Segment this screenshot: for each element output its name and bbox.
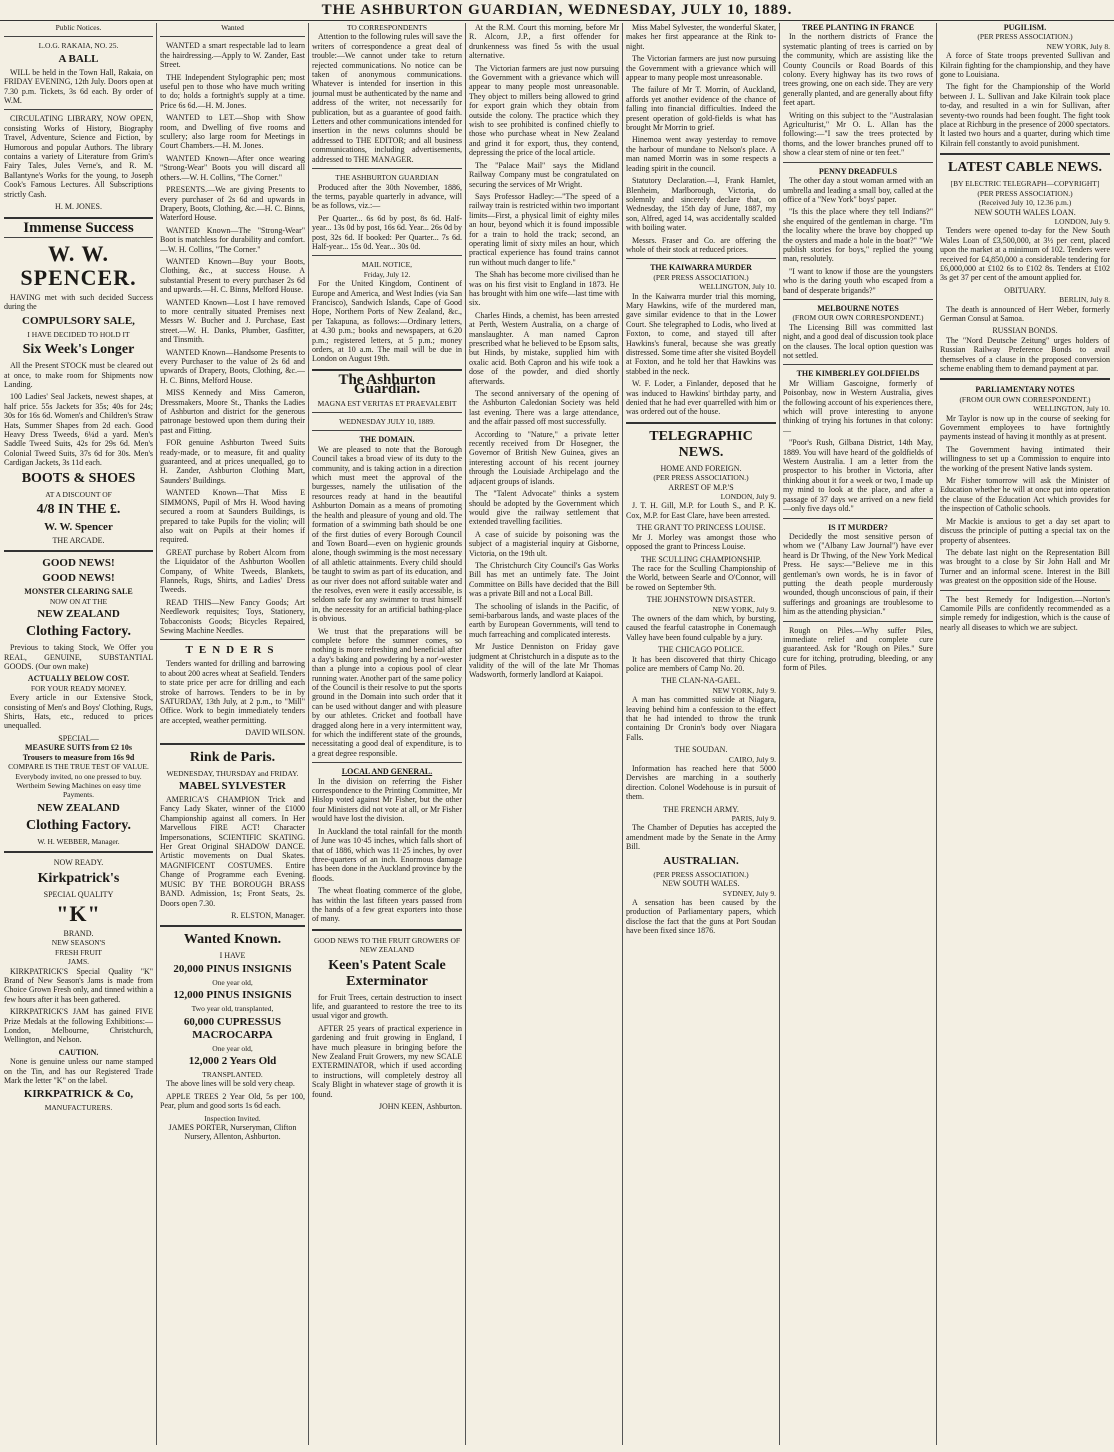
masthead-title: THE ASHBURTON GUARDIAN, WEDNESDAY, JULY 10, 1889. — [321, 2, 793, 18]
nz-heading: NEW ZEALAND — [37, 608, 120, 621]
wanted-ad: WANTED Known—That Miss E SIMMONS, Pupil of Mrs H. Wood having secured a room at Saunders Buildings, is prepared to take Pupils for the violin; will also wait on Pupils at their homes if required. — [160, 488, 305, 545]
wanted-ad: MISS Kennedy and Miss Cameron, Dressmakers, Moore St., Thanks the Ladies of Ashburton and district for the generous patronage bestowed upon them during their past and Fitting. — [160, 388, 305, 435]
received-time: (Received July 10, 12.36 p.m.) — [978, 198, 1072, 208]
penny-text: The other day a stout woman armed with an umbrella and leading a small boy, called at the office of a "New York" boys' paper. — [783, 176, 933, 204]
subscription-terms: Per Quarter... 6s 6d by post, 8s 6d. Half-year... 13s 0d by post, 16s 6d. Year... 26s 0d by post, 32s 6d. If booked: Per Quarter... 7s 6d. Half-year... 15s 0d. Year... 30s 0d. — [312, 213, 462, 251]
keen-signature: JOHN KEEN, Ashburton. — [378, 1102, 462, 1112]
correspondents-text: Attention to the following rules will save the writers of correspondence a great deal of trouble:—We cannot under take to return rejected communications. No notice can be taken of anonymous communications. Whatever is intended for insertion in this journal must be authenticated by the name and address of the writer, not necessarily for publication, but as a guarantee of good faith. Letters and other communications intended for insertion in the news columns should be addressed to THE EDITOR; and all business communications, including advertisements, addressed to THE MANAGER. — [312, 32, 462, 164]
johnstown-text: The owners of the dam which, by bursting, caused the fearful catastrophe in Conemaugh Valley have been found culpable by a jury. — [626, 613, 776, 642]
wertheim-text: Wertheim Sewing Machines on easy time Payments. — [16, 780, 141, 800]
clan-heading: THE CLAN-NA-GAEL. — [661, 676, 741, 686]
telegraphic-heading: TELEGRAPHIC NEWS. — [649, 428, 753, 460]
melbourne-sub: (FROM OUR OWN CORRESPONDENT.) — [792, 313, 924, 323]
price-list: 100 Ladies' Seal Jackets, newest shapes, at half price. 55s Jackets for 35s; 40s for 24s; 30s for 16s 6d. Women's and Children's Straw Hats, Summer Shapes from 2d each. Good Heavy Dress Tweeds, 6¼d a yard. Men's Saddle Tweed Suits, 42s for 29s 6d. Men's Colonial Tweed Suits, 37s 6d for 30s. Men's Cardigan Jackets, 3s 11d each. — [4, 392, 153, 468]
decided-text: I HAVE DECIDED TO HOLD IT — [27, 329, 130, 339]
penny-heading: PENNY DREADFULS — [818, 166, 898, 176]
pugilism-text-2: The fight for the Championship of the World between J. L. Sullivan and Jake Kilrain took place to-day, and resulted in a win for Sullivan, after seventy-two rounds had been fought. The fight took place at Richburg in the presence of 2000 spectators. It lasted two hours and a quarter, during which time Kilrain fell constantly to avoid punishment. — [940, 82, 1110, 148]
soudan-text: Information has reached here that 5000 Dervishes are marching in a southerly direction. Colonel Wodehouse is in pursuit of them. — [626, 764, 776, 802]
dateline: PARIS, July 9. — [731, 814, 776, 824]
penny-text-2: "Is this the place where they tell Indians?" she enquired of the gentleman in charge. "I'm the locality where the brave boy chopped up the oysters and made a hole in the boat?" "We publish stories for boys," replied the young man, resolutely. — [783, 207, 933, 264]
jones-signature: H. M. JONES. — [55, 202, 102, 212]
grant-heading: THE GRANT TO PRINCESS LOUISE. — [636, 523, 766, 533]
in-the-pound: 4/8 IN THE £. — [36, 502, 121, 517]
local-text-2: In Auckland the total rainfall for the month of June was 10·45 inches, which falls short of that of 1886, which was 11·25 inches, by over three-quarters of an inch. Enormous damage has been done in the Auckland province by the floods. — [312, 826, 462, 883]
spencer-name: W. W. Spencer — [44, 521, 113, 533]
lodge-name: L.O.G. RAKAIA, NO. 25. — [38, 41, 119, 51]
chicago-heading: THE CHICAGO POLICE. — [658, 645, 744, 655]
tree-text: In the northern districts of France the systematic planting of trees is carried on by the community, which are assisting like the County Councils or Road Boards of this colony. Every highway has its two rows of trees growing, one on each side. They are very generally planted, and are generally about fifty feet apart. — [783, 32, 933, 108]
arrest-heading: ARREST OF M.P.'S — [668, 482, 734, 492]
news-item: At the R.M. Court this morning, before Mr R. Alcorn, J.P., a first offender for drunkenness was fined 5s with the usual alternative. — [469, 23, 619, 61]
russian-text: The "Nord Deutsche Zeitung" urges holders of Russian Railway Preference Bonds to avail themselves of a clause in the proposed conversion scheme enabling them to demand payment at par. — [940, 335, 1110, 373]
kaiwarra-text: In the Kaiwarra murder trial this morning, Mary Hawkins, wife of the murdered man, gave similar evidence to that in the Lower Court. She telegraphed to Lodis, who lived at Foxton, to come, and stayed till after Hawkins's funeral, because she was greatly distressed. Some time after she visited Boydell at Foxton, and he told her that Hawkins was stabbed in the neck. — [626, 291, 776, 376]
ready-money: FOR YOUR READY MONEY. — [30, 683, 127, 693]
kaiwarra-heading: THE KAIWARRA MURDER — [650, 263, 752, 273]
twelve-thousand: 12,000 2 Years Old — [188, 1054, 277, 1067]
johnstown-heading: THE JOHNSTOWN DISASTER. — [646, 595, 756, 605]
parliamentary-text-4: Mr Mackie is anxious to get a day set apart to discuss the principle of putting a special tax on the property of absentees. — [940, 516, 1110, 545]
kimberley-text-2: "Poor's Rush, Gilbana District, 14th May, 1889. You will have heard of the goldfields of Western Australia. I am a letter from the prospector to his brother in Victoria, after thinking about it for a week or two, I made up my mind to look at the place, and after a passage of 37 days we arrived on a new field—only five days old." — [783, 438, 933, 514]
obituary-heading: OBITUARY. — [1004, 285, 1046, 295]
press-association: (PER PRESS ASSOCIATION.) — [977, 188, 1073, 198]
nz-heading-2: NEW ZEALAND — [37, 801, 120, 814]
wanted-ad: WANTED Known—The "Strong-Wear" Boot is matchless for durability and comfort.—W. H. Collins, "The Corner." — [160, 225, 305, 254]
wanted-heading: Wanted — [221, 23, 244, 32]
news-item: The Victorian farmers are just now pursuing the Government with a grievance which will appear to many people most unreasonable. — [626, 54, 776, 83]
wanted-ad: WANTED Known—Buy your Boots, Clothing, &c., at success House. A substantial Present to every purchaser 2s 6d and upwards.—H. C. Binns, Melford House. — [160, 256, 305, 295]
column-features — [783, 23, 933, 1445]
local-text-3: The wheat floating commerce of the globe, has within the last fifteen years passed from the hands of a few great exporters into those of many. — [312, 886, 462, 924]
russian-heading: RUSSIAN BONDS. — [992, 326, 1058, 336]
dateline: BERLIN, July 8. — [1059, 295, 1110, 305]
library-text: CIRCULATING LIBRARY, NOW OPEN, consisting Works of History, Biography Travel, Adventure, Science and Fiction, by Humorous and popular Authors. The library contains a variety of Literature from Grim's Fairy Tales, Jules Verne's, and R. M. Ballantyne's Works for the young, to Joseph Cook's Famous Lectures. All Subscriptions strictly Cash. — [4, 114, 153, 199]
dateline: SYDNEY, July 9. — [722, 888, 776, 898]
sculling-text: The race for the Sculling Championship of the World, between Searle and O'Connor, will be rowed on September 9th. — [626, 563, 776, 592]
column-wanted — [160, 23, 305, 1445]
new-season: NEW SEASON'S — [51, 938, 106, 948]
jams-text: JAMS. — [67, 957, 90, 967]
mail-heading: MAIL NOTICE, — [361, 260, 413, 270]
loan-heading: NEW SOUTH WALES LOAN. — [974, 207, 1076, 217]
spencer-heading: W. W. SPENCER. — [20, 240, 137, 290]
cupressus: 60,000 CUPRESSUS MACROCARPA — [183, 1015, 282, 1041]
manufacturers-text: MANUFACTURERS. — [44, 1103, 113, 1113]
parliamentary-text-3: Mr Fisher tomorrow will ask the Minister of Education whether he will at once put into operation the clause of the Education Act which provides for the inspection of Catholic schools. — [940, 476, 1110, 514]
dateline: WELLINGTON, July 10. — [699, 282, 776, 292]
parliamentary-heading: PARLIAMENTARY NOTES — [975, 385, 1075, 395]
spencer-text: HAVING met with such decided Success during the — [4, 292, 153, 312]
news-item: The "Talent Advocate" thinks a system should be adopted by the Government which would give the railway settlement that extended travelling facilities. — [469, 489, 619, 527]
kimberley-heading: THE KIMBERLEY GOLDFIELDS — [796, 369, 920, 379]
arcade-text: THE ARCADE. — [52, 536, 105, 545]
news-item: The Christchurch City Council's Gas Works Bill has met an untimely fate. The Joint Committee on Bills have decided that the Bill was a private Bill and not a Local Bill. — [469, 560, 619, 599]
correspondents-heading: TO CORRESPONDENTS — [346, 23, 428, 32]
murder-heading: IS IT MURDER? — [828, 522, 888, 532]
good-news-heading: GOOD NEWS TO THE FRUIT GROWERS OF NEW ZEALAND — [313, 935, 461, 955]
news-item: Statutory Declaration.—I, Frank Hamlet, Blenheim, Marlborough, Victoria, do solemnly and sincerely declare that, on Wednesday, the 15th day of June, 1887, my son, Alfred, aged 14, was accidentally scalded with boiling water. — [626, 176, 776, 233]
nsw-heading: NEW SOUTH WALES. — [662, 879, 740, 889]
wanted-ad: GREAT purchase by Robert Alcorn from the Liquidator of the Ashburton Woollen Company, of White Tweeds, Blankets, Flannels, Rugs, Shirts, and Ladies' Dress Tweeds. — [160, 547, 305, 595]
wanted-ad: FOR genuine Ashburton Tweed Suits ready-made, or to measure, fit and quality guaranteed, and at prices unequalled, go to H. Zander, Ashburton Clothing Mart, Saunders' Buildings. — [160, 438, 305, 485]
domain-text: We are pleased to note that the Borough Council takes a broad view of its duty to the community, and is taking action in a direction which must meet the approval of the burgesses, namely the utilisation of the resources ready at hand in the beautiful Ashburton Domain as a means of promoting the health and pleasure of young and old. The formation of a swimming bath should be one of the first duties of every Borough Council and Town Board—even on hygienic grounds alone, though swimming is the most necessary of all athletic attainments. Every child should be taught to swim as part of its education, and as our river does not afford suitable water and the resolves, even were it easily accessible, is seldom safe for any swimmer to trust himself in, the necessity for an artificial bathing-place is obvious. — [312, 444, 462, 624]
parliamentary-text-5: The debate last night on the Representation Bill was brought to a close by Sir John Hall and Mr Turner and an informal scene. Interest in the Bill was greatest on the opposition side of the House. — [940, 547, 1110, 586]
inspection-text: Inspection Invited. — [204, 1113, 261, 1123]
local-heading: LOCAL AND GENERAL. — [341, 767, 433, 777]
two-year: Two year old, transplanted, — [191, 1004, 274, 1014]
arrest-text: J. T. H. Gill, M.P. for Louth S., and P. K. Cox, M.P. for East Clare, have been arrested. — [626, 501, 776, 520]
apple-text: APPLE TREES 2 Year Old, 5s per 100, Pear, plum and good sorts 1s 6d each. — [160, 1091, 305, 1111]
k-brand-mark: "K" — [56, 900, 101, 926]
keens-heading: Keen's Patent Scale Exterminator — [328, 957, 446, 989]
parliamentary-text-2: The Government having intimated their willingness to set up a Commission to enquire into the working of the present Native lands system. — [940, 444, 1110, 473]
edition-date: WEDNESDAY JULY 10, 1889. — [339, 417, 435, 427]
previous-text: Previous to taking Stock, We Offer you REAL, GENUINE, SUBSTANTIAL GOODS. (Our own make) — [4, 643, 153, 672]
ball-text: WILL be held in the Town Hall, Rakaia, on FRIDAY EVENING, 12th July. Doors open at 7.30 p.m. Tickets, 3s 6d each. By order of W.M. — [4, 67, 153, 106]
paper-motto: MAGNA EST VERITAS ET PRAEVALEBIT — [317, 398, 457, 408]
kimberley-text: Mr William Gascoigne, formerly of Poisonbay, now in Western Australia, gives the following account of his experiences there, which will prove interesting to anyone thinking of trying his fortunes in that colony:— — [783, 378, 933, 435]
wanted-ad: WANTED Known—Handsome Presents to every Purchaser to the value of 2s 6d and upwards of Drapery, Boots, Clothing, &c.—H. C. Binns, Melford House. — [160, 347, 305, 385]
good-news-2: GOOD NEWS! — [42, 572, 115, 585]
now-ready: NOW READY. — [53, 858, 104, 868]
clothing-heading: Clothing Factory. — [26, 624, 131, 640]
news-item: Miss Mabel Sylvester, the wonderful Skater, makes her first appearance at the Rink to-night. — [626, 23, 776, 51]
kirk-text: KIRKPATRICK'S Special Quality "K" Brand of New Season's Jams is made from Choice Grown Fresh only, and tinned within a few hours after it has been gathered. — [4, 966, 153, 1004]
australian-heading: AUSTRALIAN. — [663, 854, 739, 867]
latest-cable-heading: LATEST CABLE NEWS. — [948, 160, 1102, 176]
transplanted: TRANSPLANTED. — [202, 1069, 263, 1079]
porter-signature: JAMES PORTER, Nurseryman, Clifton Nursery, Allenton, Ashburton. — [168, 1122, 297, 1142]
boots-heading: BOOTS & SHOES — [21, 470, 136, 486]
rink-heading: Rink de Paris. — [189, 749, 276, 765]
dateline: LONDON, July 9. — [1054, 216, 1110, 226]
domain-text-2: We trust that the preparations will be complete before the summer comes, so nothing is more refreshing and beneficial after a day's baking and powdering by a nor'-wester than a plunge into a copious pool of clear running water. Another part of the same policy of the Council is their resolve to put the sports ground in the Domain into such order that it can be used without danger and with pleasure by our athletes. Cricket and football have dragged along here in a very intermittent way, for which the indifferent state of the grounds, necessitating a good deal of expenditure, is to a great degree responsible. — [312, 626, 462, 758]
french-heading: THE FRENCH ARMY. — [663, 804, 739, 814]
parliamentary-sub: (FROM OUR OWN CORRESPONDENT.) — [959, 394, 1091, 404]
news-item: Charles Hinds, a chemist, has been arrested at Perth, Western Australia, on a charge of manslaughter. A man named Capron prescribed what he believed to be Epsom salts, but Hinds, by mistake, supplied him with oxalic acid. Both Capron and his wife took a dose of the powder, and died shortly afterwards. — [469, 310, 619, 386]
mail-text: For the United Kingdom, Continent of Europe and America, and West Indies (via San Francisco), Sandwich Islands, Cape of Good Hope, Northern Ports of New Zealand, &c., per Takapuna, as follows:—Ordinary letters, at 4.30 p.m.; books and newspapers, at 6.20 p.m.; registered letters, at 5 p.m.; money orders, at 10 a.m. The mail will be due in London on August 19th. — [312, 279, 462, 364]
melbourne-text: The Licensing Bill was committed last night, and a good deal of discussion took place on the clauses. The local option question was not settled. — [783, 322, 933, 360]
special-text: SPECIAL— — [58, 733, 99, 743]
masthead — [0, 0, 1114, 21]
penny-text-3: "I want to know if those are the youngsters who is the daring youth who escaped from a band of desperate brigands?" — [783, 266, 933, 295]
i-have: I HAVE — [219, 951, 246, 961]
rink-text: AMERICA'S CHAMPION Trick and Fancy Lady Skater, winner of the £1000 Championship against all comers. In Her Marvellous FIRE ACT! Character Impersonations, SCIENTIFIC SKATING. Her Great Original SHADOW DANCE. Artistic movements on Dual Skates. MAGNIFICENT COSTUMES. Entire Change of Programme each Evening. MUSIC BY THE BOROUGH BRASS BAND. Admission, 1s; Front Seats, 2s. Doors open 7.30. — [160, 795, 305, 908]
chicago-text: It has been discovered that thirty Chicago police are members of Camp No. 20. — [626, 654, 776, 673]
below-cost: ACTUALLY BELOW COST. — [27, 674, 130, 684]
wanted-ad: WANTED to LET.—Shop with Show room, and Dwelling of five rooms and scullery; also large room for Meetings in Court Chambers.—H. M. Jones. — [160, 113, 305, 151]
wilson-signature: DAVID WILSON. — [245, 728, 305, 738]
soudan-heading: THE SOUDAN. — [674, 745, 728, 755]
wanted-ad: PRESENTS.—We are giving Presents to every purchaser of 2s 6d and upwards in Drapery, Boots, Clothing, &c.—H. C. Binns, Waterford House. — [160, 185, 305, 223]
dateline: NEW YORK, July 8. — [1046, 41, 1110, 51]
obituary-text: The death is announced of Herr Weber, formerly German Consul at Samoa. — [940, 304, 1110, 323]
caution-text: None is genuine unless our name stamped on the Tin, and has our Registered Trade Mark the letter "K" on the label. — [4, 1057, 153, 1086]
press-association: (PER PRESS ASSOCIATION.) — [653, 272, 749, 282]
parliamentary-text: Mr Taylor is now up in the course of seeking for Government employees to have fortnightly payments instead of having it monthly as at present. — [940, 413, 1110, 442]
caution-heading: CAUTION. — [58, 1047, 99, 1057]
dateline: LONDON, July 9. — [720, 492, 776, 502]
every-text: Every article in our Extensive Stock, consisting of Men's and Boys' Clothing, Rugs, Shirts, Hats, etc., reduced to prices unequalled. — [4, 693, 153, 731]
column-news-5 — [626, 23, 776, 1445]
kaiwarra-text-2: W. F. Loder, a Finlander, deposed that he was induced to Hawkins' birthday party, and denied that he had ever quarrelled with him or was ordered out of the house. — [626, 379, 776, 417]
immense-heading: Immense Success — [23, 219, 134, 236]
clan-text: A man has committed suicide at Niagara, leaving behind him a confession to the effect that he had intended to throw the trunk containing Dr Cronin's body over Niagara Falls. — [626, 695, 776, 742]
column-public-notices — [4, 23, 153, 1445]
column-cables — [940, 23, 1110, 1445]
pinus-2: 12,000 PINUS INSIGNIS — [173, 989, 292, 1002]
grant-text: Mr J. Morley was amongst those who opposed the grant to Princess Louise. — [626, 532, 776, 552]
compulsory-heading: COMPULSORY SALE, — [22, 314, 135, 327]
news-item: The "Palace Mail" says the Midland Railway Company must be congratulated on securing the services of Mr Wright. — [469, 160, 619, 189]
discount-text: AT A DISCOUNT OF — [45, 489, 112, 499]
firm-name: KIRKPATRICK & Co, — [23, 1088, 134, 1101]
kirk-text-2: KIRKPATRICK'S JAM has gained FIVE Prize Medals at the following Exhibitions:— London, Melbourne, Christchurch, Wellington, and Nelson. — [4, 1007, 153, 1045]
clothing-heading-2: Clothing Factory. — [26, 817, 131, 833]
rink-dates: WEDNESDAY, THURSDAY and FRIDAY. — [166, 768, 299, 778]
mail-date: Friday, July 12. — [363, 269, 411, 279]
domain-heading: THE DOMAIN. — [359, 435, 415, 445]
latest-sub: [BY ELECTRIC TELEGRAPH—COPYRIGHT] — [950, 179, 1100, 189]
loan-text: Tenders were opened to-day for the New South Wales Loan of £3,500,000, at 3½ per cent, placed upon the market at a minimum of 102. Tenders were received for £4,850,000 a considerable tendering for £6,000,000 at £102 6s to £102 8s. Tenders at £102 3s get 37 per cent of the amount applied for. — [940, 226, 1110, 283]
quality-text: SPECIAL QUALITY — [43, 889, 114, 899]
section-heading: Public Notices. — [55, 23, 102, 32]
news-item: The second anniversary of the opening of the Ashburton Caledonian Society was held last evening. There was a large attendance, and the affair passed off most successfully. — [469, 389, 619, 427]
news-item: A case of suicide by poisoning was the subject of a magisterial inquiry at Gisborne, Victoria, on the 19th ult. — [469, 529, 619, 558]
nsw-text: A sensation has been caused by the production of Parliamentary papers, which disclose the fact that the guns at Port Soudan have been fixed since 1876. — [626, 897, 776, 936]
pinus-1: 20,000 PINUS INSIGNIS — [173, 962, 292, 975]
news-item: The Shah has become more civilised than he was on his first visit to England in 1873. He has brought with him one wife—last time with six. — [469, 270, 619, 308]
news-item: According to "Nature," a private letter recently received from Dr Hosegner, the Governor of British New Guinea, gives an interesting account of his recent journey through the Louisiade Archipelago and the adjacent groups of islands. — [469, 429, 619, 486]
local-text: In the division on referring the Fisher correspondence to the Printing Committee, Mr Hislop voted against Mr Fisher, but the other four Ministers did not vote at all, or Mr Fisher would have lost the division. — [312, 776, 462, 824]
news-item: The Victorian farmers are just now pursuing the Government with a grievance which will appear to many people most unreasonable. They object to millers being allowed to grind for export grain which they obtain from outside the colony. The practice which they wish to see prohibited is confined chiefly to those who purchase wheat in New Zealand and grind it for export, thus, they contend, depressing the price of the local article. — [469, 63, 619, 158]
tree-text-2: Writing on this subject to the "Australasian Agriculturist," Mr O. L. Allan has the following:—"I saw the trees protected by thorns, and the lower branches pruned off to show a clear stem of nine or ten feet." — [783, 110, 933, 158]
compare-text: COMPARE IS THE TRUE TEST OF VALUE. — [8, 762, 149, 772]
fresh-fruit: FRESH FRUIT — [55, 947, 102, 957]
wanted-known-heading: Wanted Known. — [183, 932, 282, 948]
ball-title: A BALL — [58, 52, 99, 65]
guardian-terms-text: Produced after the 30th November, 1886, the terms, payable quarterly in advance, will be as follows, viz.:— — [312, 182, 462, 211]
dateline: NEW YORK, July 9. — [712, 685, 776, 695]
indigestion-text: The best Remedy for Indigestion.—Norton's Camomile Pills are confidently recommended as a simple remedy for indigestion, which is the cause of nearly all diseases to which we are subject. — [940, 594, 1110, 632]
home-foreign: HOME AND FOREIGN. — [660, 463, 742, 473]
good-news-1: GOOD NEWS! — [42, 557, 115, 570]
dateline: WELLINGTON, July 10. — [1033, 404, 1110, 414]
news-item: Mr Justice Denniston on Friday gave judgment at Christchurch in a dispute as to the validity of the will of the late Mr Thomas Wadsworth, formerly landlord at Kaiapoi. — [469, 642, 619, 680]
keens-text: for Fruit Trees, certain destruction to insect life, and guaranteed to restore the tree to its usual vigor and growth. — [312, 992, 462, 1021]
press-association: (PER PRESS ASSOCIATION.) — [977, 32, 1073, 42]
measure-suits: MEASURE SUITS from £2 10s — [25, 743, 132, 753]
pugilism-heading: PUGILISM. — [1003, 23, 1047, 32]
guardian-terms-heading: THE ASHBURTON GUARDIAN — [335, 173, 439, 183]
wanted-ad: THE Independent Stylographic pen; most useful pen to those who have much writing to do; holds a fortnight's supply at a time. Price 6s 6d.—H. M. Jones. — [160, 72, 305, 110]
tenders-text: Tenders wanted for drilling and barrowing to about 200 acres wheat at Seafield. Tenders to state price per acre for drilling and each stroke of harrows. Tenders to be in by SATURDAY, 13th July, at 2 p.m., to "Mill" Office. Work to begin immediately tenders are accepted, weather permitting. — [160, 659, 305, 725]
stock-text: All the Present STOCK must be cleared out at once, to make room for Shipments now Landing. — [4, 361, 153, 389]
news-item: Messrs. Fraser and Co. are offering the whole of their stock at reduced prices. — [626, 235, 776, 254]
news-item: Says Professor Hadley:—"The speed of a railway train is restricted within two important limits—First, a physical limit of eighty miles an hour, beyond which it is found impossible for a train to hold the track; second, an operating limit of sixty miles an hour, which practical experience has found trains cannot run without much danger to life." — [469, 191, 619, 267]
dateline: NEW YORK, July 9. — [712, 604, 776, 614]
column-news-4 — [469, 23, 619, 1445]
news-item: The failure of Mr T. Morrin, of Auckland, affords yet another evidence of the chance of falling into financial difficulties. Indeed the present operation of gold-fields is what has brought Mr Morrin to grief. — [626, 85, 776, 133]
dateline: CAIRO, July 9. — [728, 754, 776, 764]
french-text: The Chamber of Deputies has accepted the amendment made by the Senate in the Army Bill. — [626, 823, 776, 852]
column-editorial — [312, 23, 462, 1445]
tree-heading: TREE PLANTING IN FRANCE — [801, 23, 915, 32]
tenders-heading: TENDERS — [185, 644, 280, 657]
mabel-heading: MABEL SYLVESTER — [179, 780, 286, 793]
longer-heading: Six Week's Longer — [22, 342, 135, 358]
press-association: (PER PRESS ASSOCIATION.) — [653, 869, 749, 879]
paper-nameplate: The Ashburton Guardian. — [338, 371, 436, 398]
everybody-text: Everybody invited, no one pressed to buy. — [15, 771, 142, 781]
wanted-ad: WANTED Known—After once wearing "Strong-Wear" Boots you will discard all others.—W. H. Collins, "The Corner." — [160, 153, 305, 182]
brand-text: BRAND. — [63, 928, 94, 938]
cheap-text: The above lines will be sold very cheap. — [166, 1079, 295, 1089]
keens-text-2: AFTER 25 years of practical experience in gardening and fruit growing in England, I have much pleasure in bringing before the New Zealand Fruit Growers, my new SCALE EXTERMINATOR, which if used according to instructions, will completely destroy all Scaly Blight in whatever stage of growth it is found. — [312, 1023, 462, 1099]
elston-signature: R. ELSTON, Manager. — [231, 910, 305, 920]
webber-text: W. H. WEBBER, Manager. — [37, 836, 120, 846]
news-item: The schooling of islands in the Pacific, of semi-barbarous lands, and waste places of the earth by European Governments, will tend to much farreaching and complicated interests. — [469, 601, 619, 639]
wanted-ad: WANTED a smart respectable lad to learn the hairdressing.—Apply to W. Zander, East Street. — [160, 41, 305, 70]
news-item: Hinemoa went away yesterday to remove the harbour of mundane to Nelson's place. A man named Morrin was in some respects a leading spirit in the council. — [626, 135, 776, 173]
monster-sale: MONSTER CLEARING SALE — [24, 587, 133, 597]
trousers-price: Trousers to measure from 16s 9d — [22, 752, 135, 762]
sculling-heading: THE SCULLING CHAMPIONSHIP. — [640, 554, 762, 564]
rough-text: Rough on Piles.—Why suffer Piles, immediate relief and complete cure guaranteed. Ask for "Rough on Piles." Sure cure for itching, protruding, bleeding, or any form of Piles. — [783, 625, 933, 673]
now-on-text: NOW ON AT THE — [49, 596, 108, 606]
one-year-2: One year old, — [212, 1043, 253, 1053]
one-year: One year old, — [212, 977, 253, 987]
melbourne-heading: MELBOURNE NOTES — [817, 303, 899, 313]
wanted-ad: READ THIS—New Fancy Goods; Art Needlework requisites; Toys, Stationery, Tobacconists Goods; Bicycles Repaired, Sewing Machine Needles. — [160, 597, 305, 635]
pugilism-text: A force of State troops prevented Sullivan and Kilrain fighting for the championship, and they have gone to Louisiana. — [940, 51, 1110, 80]
press-association: (PER PRESS ASSOCIATION.) — [653, 473, 749, 483]
wanted-ad: WANTED Known—Lost I have removed to more centrally situated Premises next Messrs W. Bucher and J. Purchase, East street.—W. H. Danks, Plumber, Gasfitter, and Tinsmith. — [160, 297, 305, 345]
kirkpatrick-heading: Kirkpatrick's — [37, 870, 120, 886]
murder-text: Decidedly the most sensitive person of whom we ("Albany Law Journal") have ever heard is Dr Thwing, of the New York Medical Press. He says:—"Believe me in this gentleman's own words, he is in favor of putting the death people murderously wounded, though unconscious of pain, if their sufferings and groanings are troublesome to him as the attending physician." — [783, 531, 933, 617]
